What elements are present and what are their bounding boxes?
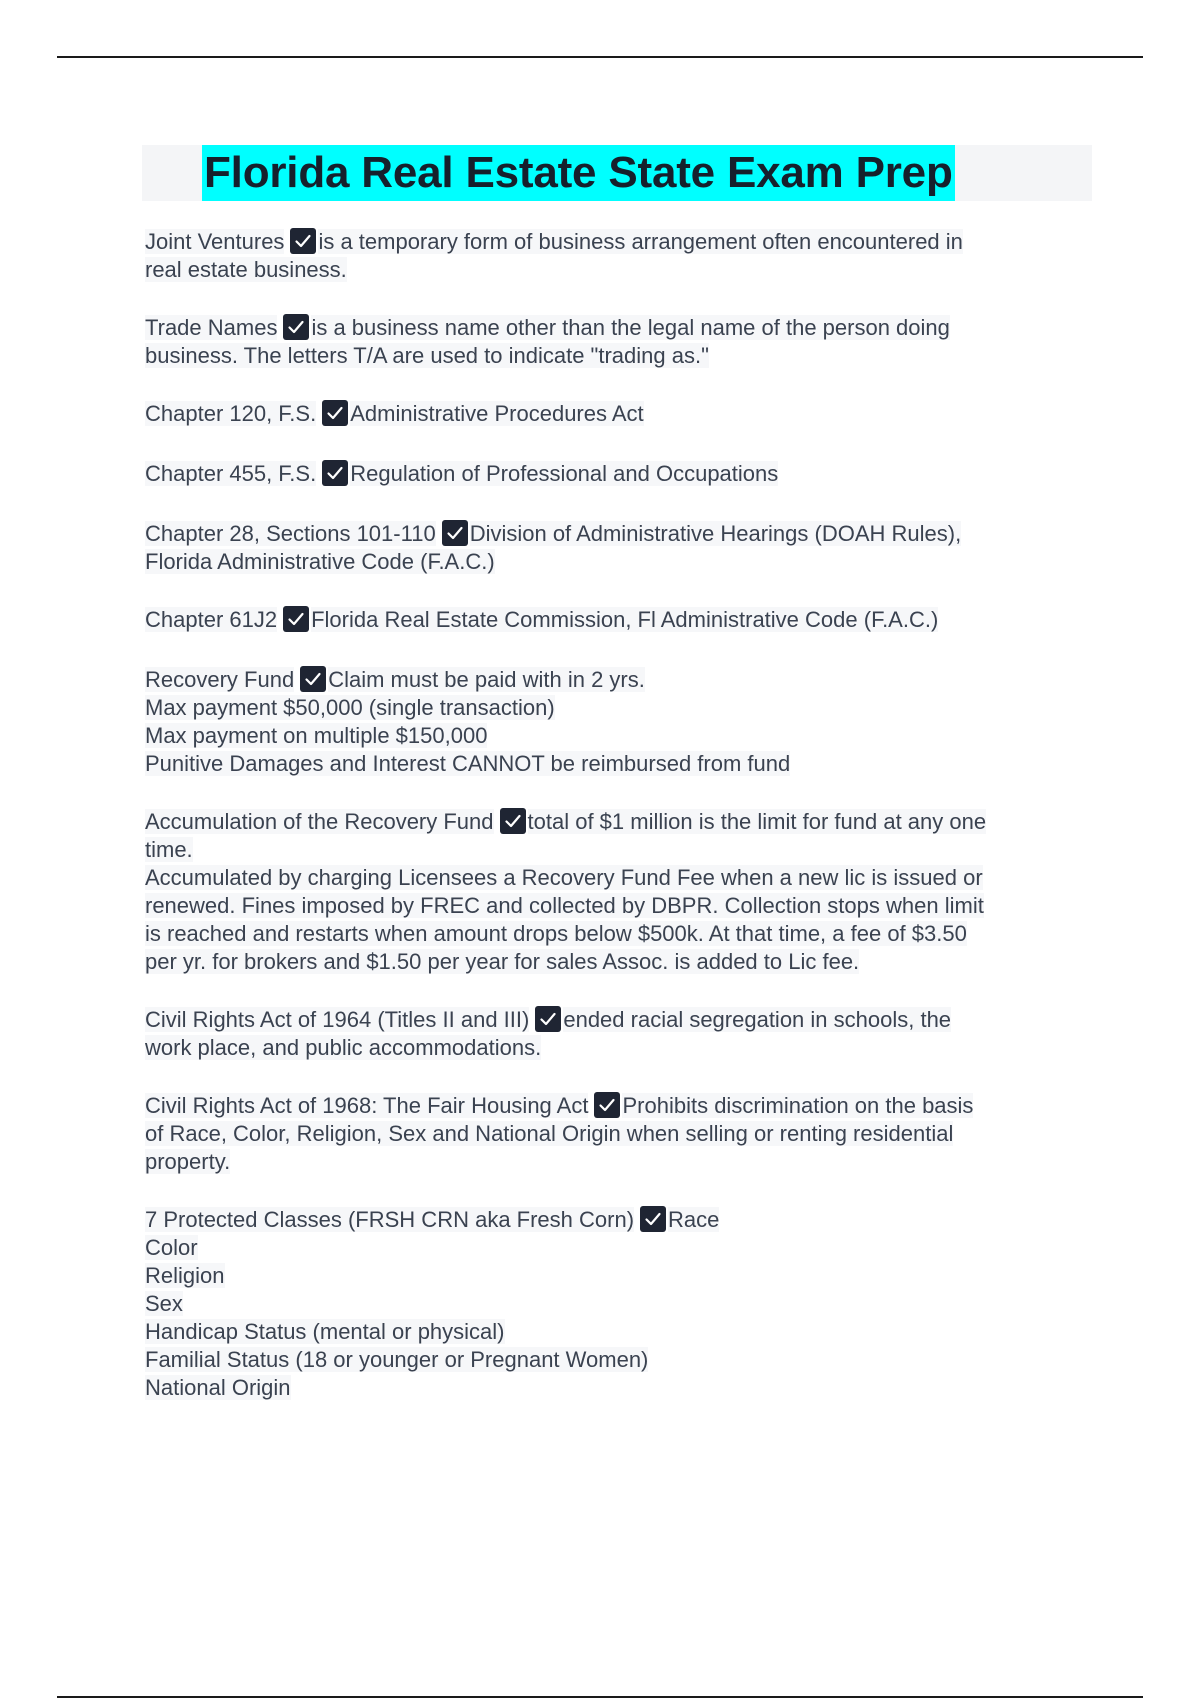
entry-continuation-text: National Origin [145, 1375, 291, 1400]
entry-continuation-text: time. [145, 837, 193, 862]
flashcard-entry [145, 808, 1080, 976]
entry-continuation-line [145, 1346, 1080, 1374]
entry-definition: Florida Real Estate Commission, Fl Administrative Code (F.A.C.) [311, 607, 939, 632]
entry-continuation-line [145, 1148, 1080, 1176]
entry-first-line [145, 1006, 1080, 1034]
entry-first-line [145, 1206, 1080, 1234]
check-box-icon [322, 460, 348, 486]
entry-continuation-text: work place, and public accommodations. [145, 1035, 542, 1060]
check-box-icon [322, 400, 348, 426]
flashcard-entry [145, 228, 1080, 284]
entry-definition: Prohibits discrimination on the basis [622, 1093, 974, 1118]
entry-continuation-line [145, 694, 1080, 722]
check-box-icon [300, 666, 326, 692]
flashcard-list [145, 228, 1080, 1432]
entry-continuation-line [145, 256, 1080, 284]
page-title: Florida Real Estate State Exam Prep [202, 145, 955, 201]
entry-term: Chapter 28, Sections 101-110 [145, 521, 436, 546]
entry-continuation-text: Max payment on multiple $150,000 [145, 723, 488, 748]
entry-continuation-text: per yr. for brokers and $1.50 per year for sales Assoc. is added to Lic fee. [145, 949, 860, 974]
entry-continuation-line [145, 1034, 1080, 1062]
entry-term: Chapter 455, F.S. [145, 461, 317, 486]
entry-continuation-text: Handicap Status (mental or physical) [145, 1319, 505, 1344]
entry-first-line [145, 808, 1080, 836]
entry-term: 7 Protected Classes (FRSH CRN aka Fresh Corn) [145, 1207, 635, 1232]
entry-term: Civil Rights Act of 1964 (Titles II and III) [145, 1007, 530, 1032]
flashcard-entry [145, 520, 1080, 576]
check-box-icon [283, 314, 309, 340]
entry-continuation-text: property. [145, 1149, 231, 1174]
entry-definition: Administrative Procedures Act [350, 401, 644, 426]
entry-definition: Regulation of Professional and Occupations [350, 461, 779, 486]
entry-first-line [145, 606, 1080, 634]
entry-continuation-line [145, 750, 1080, 778]
entry-first-line [145, 1092, 1080, 1120]
entry-definition: is a business name other than the legal name of the person doing [311, 315, 950, 340]
entry-term: Chapter 120, F.S. [145, 401, 317, 426]
entry-definition: is a temporary form of business arrangement often encountered in [318, 229, 963, 254]
flashcard-entry [145, 314, 1080, 370]
entry-continuation-line [145, 864, 1080, 892]
flashcard-entry [145, 1206, 1080, 1402]
entry-term: Accumulation of the Recovery Fund [145, 809, 494, 834]
entry-continuation-text: Max payment $50,000 (single transaction) [145, 695, 555, 720]
flashcard-entry [145, 1092, 1080, 1176]
flashcard-entry [145, 1006, 1080, 1062]
entry-continuation-line [145, 1318, 1080, 1346]
entry-first-line [145, 314, 1080, 342]
check-box-icon [640, 1206, 666, 1232]
check-box-icon [535, 1006, 561, 1032]
entry-continuation-line [145, 1234, 1080, 1262]
flashcard-entry [145, 666, 1080, 778]
top-rule [57, 56, 1143, 58]
entry-continuation-text: Accumulated by charging Licensees a Recovery Fund Fee when a new lic is issued or [145, 865, 983, 890]
check-box-icon [500, 808, 526, 834]
entry-definition: Race [668, 1207, 720, 1232]
entry-first-line [145, 400, 1080, 428]
flashcard-entry [145, 400, 1080, 428]
entry-continuation-text: renewed. Fines imposed by FREC and collected by DBPR. Collection stops when limit [145, 893, 984, 918]
entry-term: Joint Ventures [145, 229, 285, 254]
entry-continuation-line [145, 948, 1080, 976]
entry-first-line [145, 666, 1080, 694]
entry-continuation-line [145, 342, 1080, 370]
entry-continuation-line [145, 722, 1080, 750]
entry-definition: total of $1 million is the limit for fund at any one [527, 809, 987, 834]
entry-term: Chapter 61J2 [145, 607, 278, 632]
entry-continuation-text: Familial Status (18 or younger or Pregnant Women) [145, 1347, 649, 1372]
entry-first-line [145, 460, 1080, 488]
check-box-icon [442, 520, 468, 546]
entry-continuation-line [145, 892, 1080, 920]
entry-continuation-text: Color [145, 1235, 198, 1260]
entry-term: Civil Rights Act of 1968: The Fair Housing Act [145, 1093, 589, 1118]
entry-continuation-text: of Race, Color, Religion, Sex and National Origin when selling or renting residential [145, 1121, 954, 1146]
entry-continuation-text: Religion [145, 1263, 225, 1288]
entry-definition: Division of Administrative Hearings (DOAH Rules), [469, 521, 962, 546]
check-box-icon [290, 228, 316, 254]
entry-continuation-line [145, 1262, 1080, 1290]
check-box-icon [594, 1092, 620, 1118]
entry-continuation-line [145, 1120, 1080, 1148]
entry-continuation-text: business. The letters T/A are used to indicate "trading as." [145, 343, 709, 368]
check-box-icon [283, 606, 309, 632]
entry-continuation-text: Sex [145, 1291, 183, 1316]
entry-continuation-text: is reached and restarts when amount drops below $500k. At that time, a fee of $3.50 [145, 921, 967, 946]
entry-continuation-text: real estate business. [145, 257, 347, 282]
entry-continuation-text: Florida Administrative Code (F.A.C.) [145, 549, 495, 574]
flashcard-entry [145, 606, 1080, 634]
entry-definition: Claim must be paid with in 2 yrs. [328, 667, 645, 692]
entry-term: Recovery Fund [145, 667, 295, 692]
entry-definition: ended racial segregation in schools, the [563, 1007, 952, 1032]
entry-term: Trade Names [145, 315, 278, 340]
entry-continuation-line [145, 1290, 1080, 1318]
entry-continuation-line [145, 548, 1080, 576]
entry-first-line [145, 520, 1080, 548]
entry-continuation-line [145, 1374, 1080, 1402]
entry-first-line [145, 228, 1080, 256]
entry-continuation-line [145, 920, 1080, 948]
bottom-rule [57, 1696, 1143, 1698]
flashcard-entry [145, 460, 1080, 488]
entry-continuation-text: Punitive Damages and Interest CANNOT be reimbursed from fund [145, 751, 791, 776]
entry-continuation-line [145, 836, 1080, 864]
